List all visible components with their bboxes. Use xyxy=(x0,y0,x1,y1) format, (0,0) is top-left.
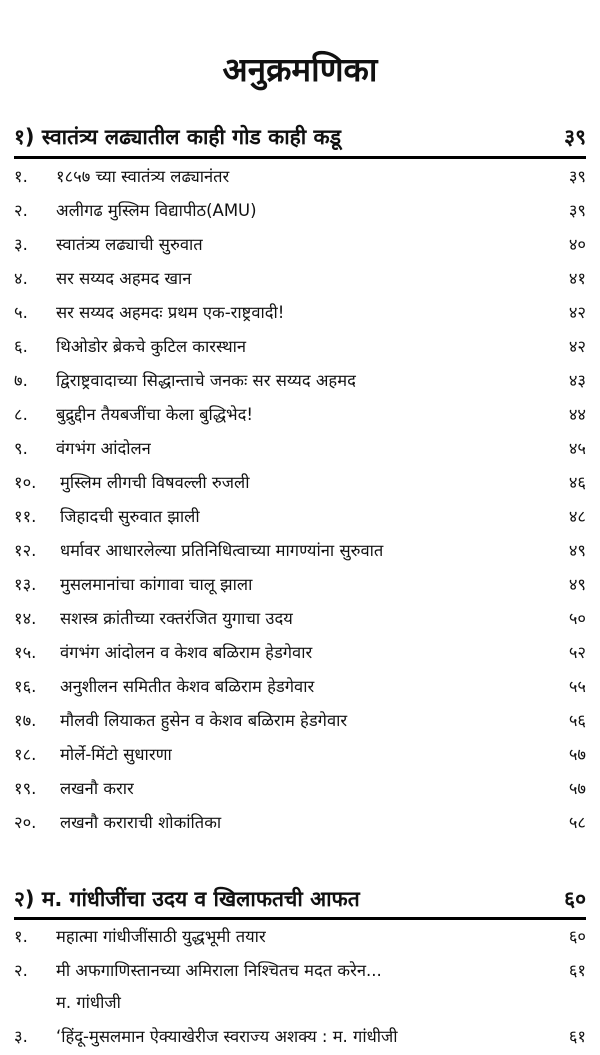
entry-page: ५२ xyxy=(568,643,586,662)
entry-title: वंगभंग आंदोलन xyxy=(56,439,151,458)
entry-number: २०. xyxy=(14,813,37,832)
entry-title: स्वातंत्र्य लढ्याची सुरुवात xyxy=(56,235,203,254)
entry-title: अलीगढ मुस्लिम विद्यापीठ(AMU) xyxy=(56,201,257,220)
entry-title: सशस्त्र क्रांतीच्या रक्तरंजित युगाचा उदय xyxy=(60,609,293,628)
entry-title: द्विराष्ट्रवादाच्या सिद्धान्ताचे जनकः सर सय्यद अहमद xyxy=(56,371,356,390)
entry-page: ६१ xyxy=(568,1027,586,1046)
toc-entry xyxy=(0,640,600,670)
entry-number: ४. xyxy=(14,269,28,288)
entry-page: ४१ xyxy=(568,269,586,288)
entry-title: महात्मा गांधीजींसाठी युद्धभूमी तयार xyxy=(56,927,266,946)
entry-title: सर सय्यद अहमद खान xyxy=(56,269,192,288)
toc-entry xyxy=(0,742,600,772)
entry-page: ४३ xyxy=(568,371,586,390)
entry-title: मुसलमानांचा कांगावा चालू झाला xyxy=(60,575,253,594)
entry-number: ७. xyxy=(14,371,28,390)
entry-page: ४६ xyxy=(568,473,586,492)
toc-entry xyxy=(0,924,600,954)
entry-page: ४० xyxy=(568,235,586,254)
entry-number: १४. xyxy=(14,609,37,628)
entry-title: जिहादची सुरुवात झाली xyxy=(60,507,200,526)
toc-entry xyxy=(0,164,600,194)
toc-entry xyxy=(0,334,600,364)
toc-entry xyxy=(0,810,600,840)
entry-title: लखनौ करार xyxy=(60,779,134,798)
section-2-page: ६० xyxy=(564,887,586,911)
entry-number: ८. xyxy=(14,405,28,424)
entry-title: धर्मावर आधारलेल्या प्रतिनिधित्वाच्या मागण्यांना सुरुवात xyxy=(60,541,384,560)
section-1-page: ३९ xyxy=(564,125,586,149)
entry-number: १८. xyxy=(14,745,37,764)
entry-page: ५६ xyxy=(568,711,586,730)
toc-entry xyxy=(0,232,600,262)
section-1-rule xyxy=(14,156,586,159)
toc-entry xyxy=(0,436,600,466)
entry-page: ५७ xyxy=(568,745,586,764)
toc-entry xyxy=(0,198,600,228)
entry-page: ५५ xyxy=(568,677,586,696)
entry-number: १०. xyxy=(14,473,37,492)
section-2-label: २) म. गांधीजींचा उदय व खिलाफतची आफत xyxy=(14,887,360,911)
section-2-heading xyxy=(14,885,586,915)
section-1-label: १) स्वातंत्र्य लढ्यातील काही गोड काही कडू xyxy=(14,125,341,149)
toc-entry xyxy=(0,266,600,296)
toc-entry xyxy=(0,538,600,568)
entry-title: ‘हिंदू-मुसलमान ऐक्याखेरीज स्वराज्य अशक्य : म. गांधीजी xyxy=(56,1027,398,1046)
entry-page: ५७ xyxy=(568,779,586,798)
entry-page: ३९ xyxy=(568,167,586,186)
entry-title-continuation: म. गांधीजी xyxy=(56,993,121,1012)
entry-title: मुस्लिम लीगची विषवल्ली रुजली xyxy=(60,473,250,492)
entry-page: ४२ xyxy=(568,337,586,356)
toc-entry xyxy=(0,606,600,636)
entry-number: ५. xyxy=(14,303,28,322)
entry-number: २. xyxy=(14,961,28,980)
entry-page: ६० xyxy=(568,927,586,946)
entry-page: ४४ xyxy=(568,405,586,424)
section-1-heading xyxy=(14,123,586,153)
section-2-rule xyxy=(14,917,586,920)
entry-number: ३. xyxy=(14,1027,28,1046)
entry-page: ६१ xyxy=(568,961,586,980)
entry-number: १. xyxy=(14,167,28,186)
entry-number: ११. xyxy=(14,507,37,526)
toc-entry xyxy=(0,402,600,432)
toc-entry xyxy=(0,504,600,534)
entry-title: मी अफगाणिस्तानच्या अमिराला निश्चितच मदत करेन... xyxy=(56,961,382,980)
entry-page: ५८ xyxy=(568,813,586,832)
entry-page: ४९ xyxy=(568,575,586,594)
entry-number: १३. xyxy=(14,575,37,594)
entry-title: बुद्रुद्दीन तैयबजींचा केला बुद्धिभेद! xyxy=(56,405,253,424)
entry-title: सर सय्यद अहमदः प्रथम एक-राष्ट्रवादी! xyxy=(56,303,285,322)
entry-number: १६. xyxy=(14,677,37,696)
entry-page: ४९ xyxy=(568,541,586,560)
entry-title: मौलवी लियाकत हुसेन व केशव बळिराम हेडगेवार xyxy=(60,711,348,730)
entry-page: ४२ xyxy=(568,303,586,322)
toc-entry xyxy=(0,674,600,704)
toc-entry xyxy=(0,572,600,602)
entry-page: ५० xyxy=(568,609,586,628)
entry-number: ६. xyxy=(14,337,28,356)
entry-number: १७. xyxy=(14,711,37,730)
entry-number: ३. xyxy=(14,235,28,254)
entry-number: १. xyxy=(14,927,28,946)
toc-entry xyxy=(0,708,600,738)
entry-number: ९. xyxy=(14,439,28,458)
entry-title: थिओडोर ब्रेकचे कुटिल कारस्थान xyxy=(56,337,247,356)
entry-title: १८५७ च्या स्वातंत्र्य लढ्यानंतर xyxy=(56,167,230,186)
entry-number: १२. xyxy=(14,541,37,560)
entry-title: वंगभंग आंदोलन व केशव बळिराम हेडगेवार xyxy=(60,643,313,662)
entry-page: ३९ xyxy=(568,201,586,220)
toc-entry xyxy=(0,1024,600,1054)
entry-number: २. xyxy=(14,201,28,220)
entry-title: अनुशीलन समितीत केशव बळिराम हेडगेवार xyxy=(60,677,315,696)
toc-entry xyxy=(0,776,600,806)
toc-entry xyxy=(0,470,600,500)
entry-number: १९. xyxy=(14,779,37,798)
entry-page: ४५ xyxy=(568,439,586,458)
toc-entry xyxy=(0,368,600,398)
toc-entry xyxy=(0,958,600,988)
page-title: अनुक्रमणिका xyxy=(222,50,378,89)
entry-title: लखनौ कराराची शोकांतिका xyxy=(60,813,222,832)
entry-number: १५. xyxy=(14,643,37,662)
entry-title: मोर्ले-मिंटो सुधारणा xyxy=(60,745,172,764)
toc-entry xyxy=(0,300,600,330)
entry-page: ४८ xyxy=(568,507,586,526)
